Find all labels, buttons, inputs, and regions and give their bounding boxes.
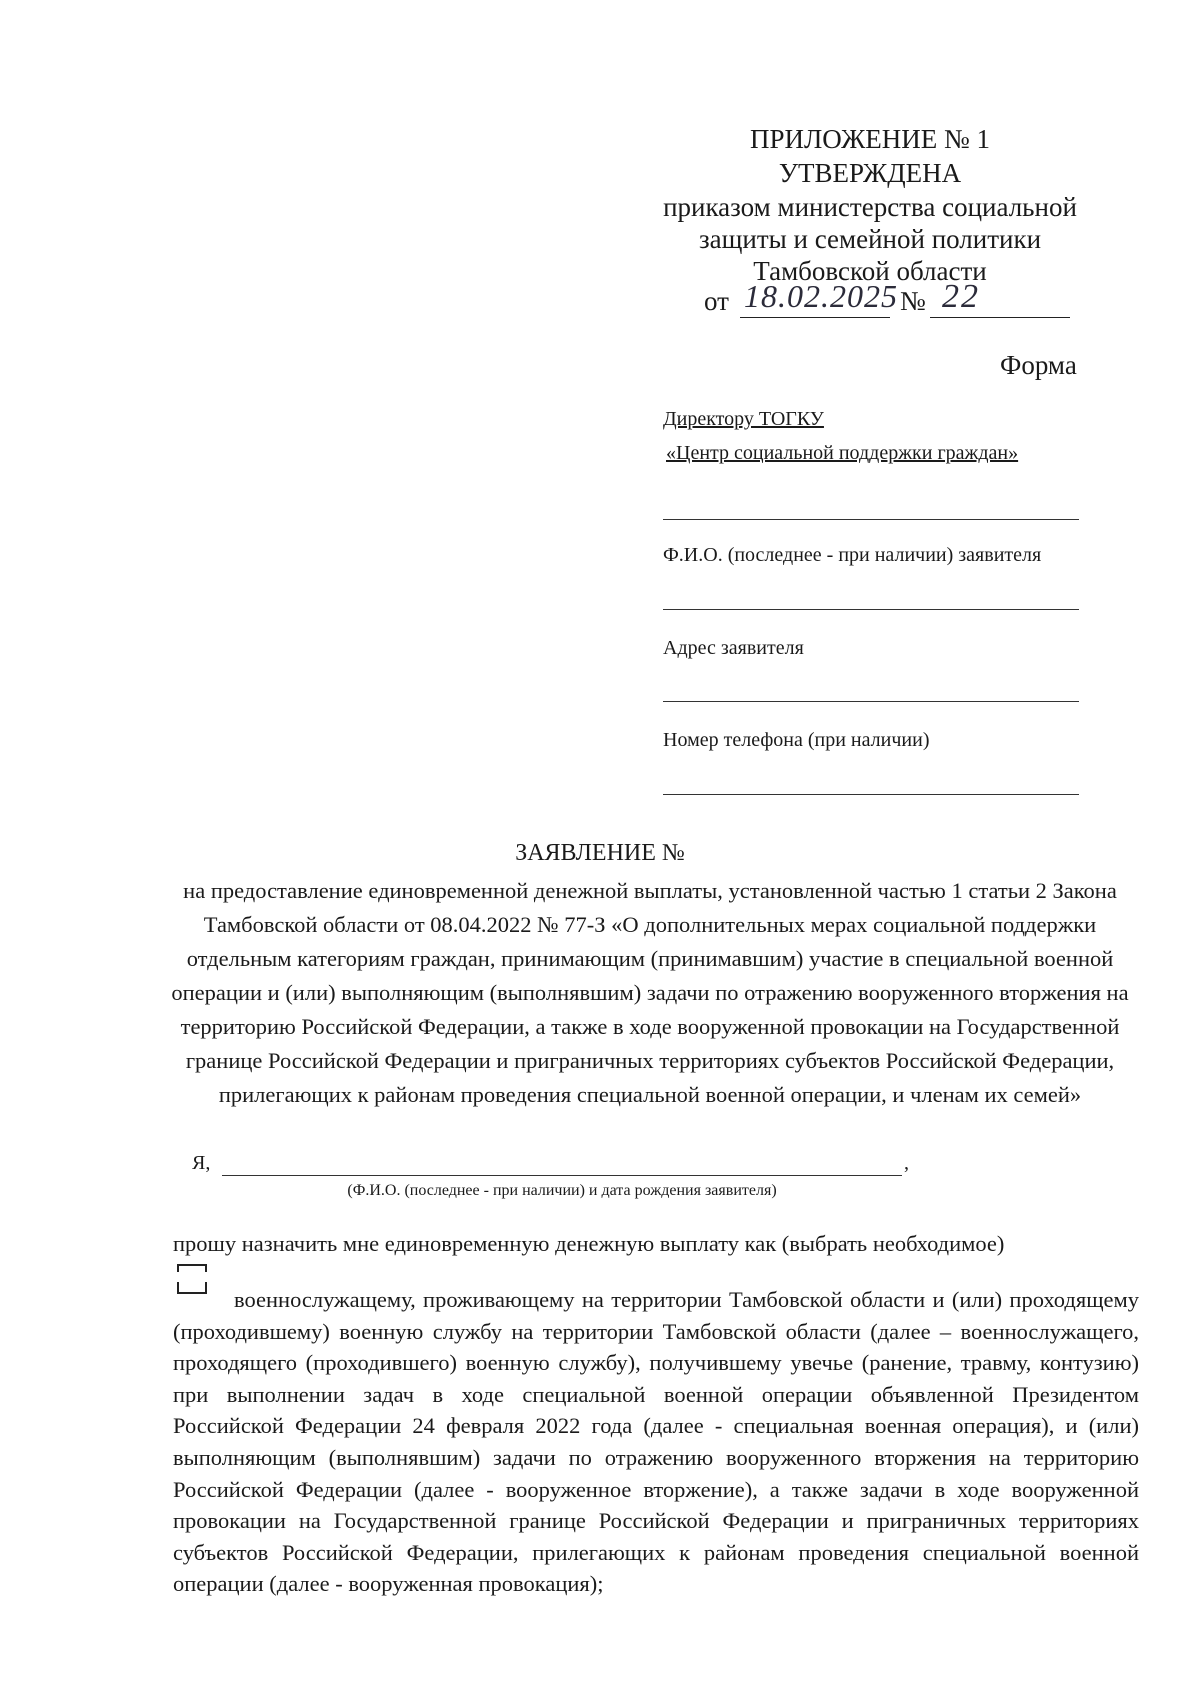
handwritten-date: 18.02.2025 — [744, 278, 898, 314]
applicant-name-field[interactable] — [663, 519, 1079, 520]
checkbox-top-left-edge — [177, 1264, 179, 1272]
phone-field[interactable] — [663, 794, 1079, 795]
annex-title: ПРИЛОЖЕНИЕ № 1 — [749, 124, 991, 154]
applicant-address-label: Адрес заявителя — [663, 637, 804, 659]
handwritten-number: 22 — [942, 278, 980, 315]
option-1-text: военнослужащему, проживающему на территории Тамбовской области и (или) проходящему (проходившему) военную службу на территории Тамбовской области (далее – военнослужащего, проходящего (проходившего) военную службу), получившему увечье (ранение, травму, контузию) при выполнении задач в ходе специальной военной операции объявленной Президентом Российской Федерации 24 февраля 2022 года (далее - специальная военная операция), и (или) выполняющим (выполнявшим) задачи по отражению вооруженного вторжения на территорию Российской Федерации (далее - вооруженное вторжение), а также задачи в ходе вооруженной провокации на Государственной границе Российской Федерации и приграничных территориях субъектов Российской Федерации, прилегающих к районам проведения специальной военной операции (далее - вооруженная провокация); — [173, 1287, 1139, 1597]
order-line-3: Тамбовской области — [753, 256, 987, 286]
applicant-field-caption: (Ф.И.О. (последнее - при наличии) и дата рождения заявителя) — [347, 1182, 777, 1199]
number-label: № — [900, 286, 926, 316]
applicant-address-field-2[interactable] — [663, 701, 1079, 702]
order-date-number — [704, 278, 1064, 324]
from-label: от — [704, 286, 729, 316]
checkbox-top-right-edge — [205, 1264, 207, 1272]
applicant-prefix: Я, — [192, 1152, 211, 1174]
approved-label: УТВЕРЖДЕНА — [778, 158, 962, 188]
checkbox-top-edge — [177, 1264, 207, 1266]
phone-label: Номер телефона (при наличии) — [663, 729, 930, 751]
applicant-address-field[interactable] — [663, 609, 1079, 610]
number-underline — [930, 317, 1070, 318]
statement-title: ЗАЯВЛЕНИЕ № — [515, 840, 685, 866]
applicant-suffix: , — [904, 1152, 909, 1174]
form-label: Форма — [1000, 350, 1077, 380]
order-line-1: приказом министерства социальной — [663, 192, 1077, 222]
order-line-2: защиты и семейной политики — [698, 224, 1042, 254]
addressee-line-2: «Центр социальной поддержки граждан» — [666, 442, 1019, 464]
date-underline — [740, 317, 890, 318]
addressee-line-1: Директору ТОГКУ — [663, 408, 824, 430]
applicant-full-name-field[interactable] — [222, 1175, 902, 1176]
request-text: прошу назначить мне единовременную денежную выплату как (выбрать необходимое) — [173, 1231, 1005, 1256]
statement-subtitle: на предоставление единовременной денежной выплаты, установленной частью 1 статьи 2 Закона Тамбовской области от 08.04.2022 № 77-З «О дополнительных мерах социальной поддержки отдельным категориям граждан, принимающим (принимавшим) участие в специальной военной операции и (или) выполняющим (выполнявшим) задачи по отражению вооруженного вторжения на территорию Российской Федерации, а также в ходе вооруженной провокации на Государственной границе Российской Федерации и приграничных территориях субъектов Российской Федерации, прилегающих к районам проведения специальной военной операции, и членам их семей» — [171, 878, 1129, 1107]
applicant-name-label: Ф.И.О. (последнее - при наличии) заявителя — [663, 544, 1042, 566]
